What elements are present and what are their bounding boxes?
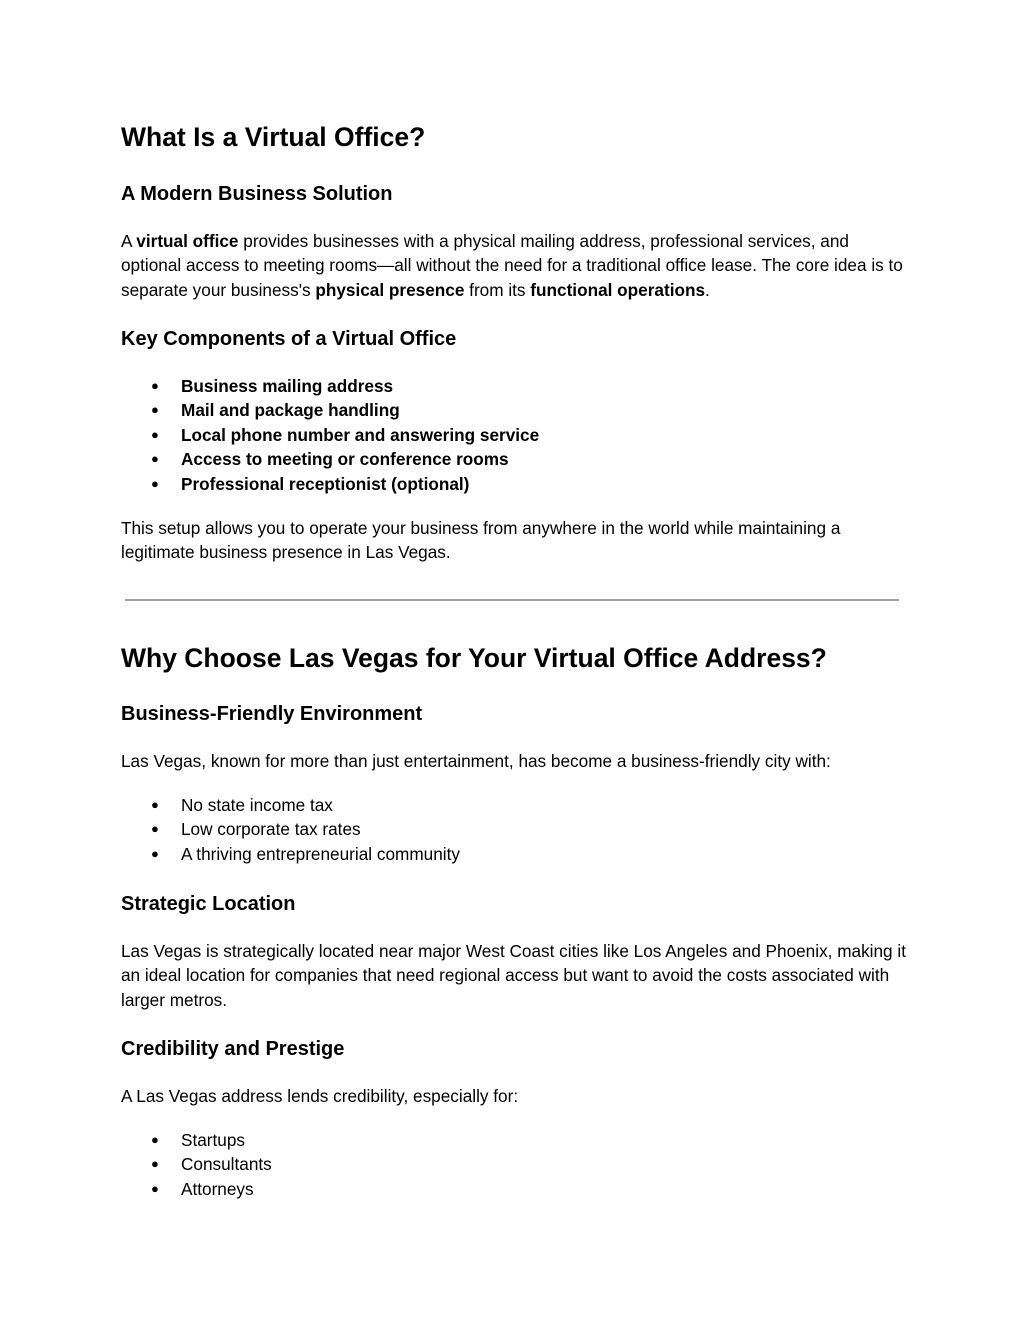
bullet-icon: ● bbox=[151, 845, 159, 861]
list-item: ● No state income tax bbox=[121, 793, 911, 817]
list-credibility bbox=[121, 1128, 911, 1201]
horizontal-divider bbox=[125, 599, 899, 601]
list-item: ● Professional receptionist (optional) bbox=[121, 472, 911, 496]
heading-credibility-prestige: Credibility and Prestige bbox=[121, 1038, 345, 1060]
list-item: ● Access to meeting or conference rooms bbox=[121, 447, 911, 471]
bullet-icon: ● bbox=[151, 821, 159, 837]
bullet-icon: ● bbox=[151, 475, 159, 491]
bullet-icon: ● bbox=[151, 1132, 159, 1147]
paragraph-strategic-location: Las Vegas is strategically located near major West Coast cities like Los Angeles and Phoenix, making it an ideal location for companies that need regional access but want to avoid the costs associated with larger metros. bbox=[121, 941, 906, 1010]
bullet-icon: ● bbox=[151, 797, 159, 812]
term-virtual-office: virtual office bbox=[136, 231, 239, 251]
list-key-components bbox=[121, 374, 911, 496]
term-physical-presence: physical presence bbox=[315, 279, 465, 300]
bullet-icon: ● bbox=[151, 1156, 159, 1172]
section-title-why-las-vegas: Why Choose Las Vegas for Your Virtual Office Address? bbox=[121, 643, 827, 673]
list-item: ● Mail and package handling bbox=[121, 398, 911, 422]
section-title-virtual-office: What Is a Virtual Office? bbox=[121, 122, 426, 152]
list-item: ● Attorneys bbox=[121, 1177, 911, 1201]
paragraph-business-friendly-intro: Las Vegas, known for more than just entertainment, has become a business-friendly city with: bbox=[121, 751, 831, 771]
bullet-icon: ● bbox=[151, 451, 159, 467]
bullet-icon: ● bbox=[151, 426, 159, 442]
heading-strategic-location: Strategic Location bbox=[121, 893, 296, 915]
list-item: ● Consultants bbox=[121, 1152, 911, 1176]
bullet-icon: ● bbox=[151, 378, 159, 393]
list-item: ● Business mailing address bbox=[121, 374, 911, 398]
paragraph-virtual-office-definition: A virtual office provides businesses with a physical mailing address, professional services, and optional access to meeting rooms—all without the need for a traditional office lease. The core idea is to separate your business's physical presence from its functional operations. bbox=[121, 231, 903, 300]
paragraph-setup-closing: This setup allows you to operate your business from anywhere in the world while maintaining a legitimate business presence in Las Vegas. bbox=[121, 518, 841, 563]
bullet-icon: ● bbox=[151, 402, 159, 418]
paragraph-credibility-intro: A Las Vegas address lends credibility, especially for: bbox=[121, 1086, 519, 1106]
bullet-icon: ● bbox=[151, 1180, 159, 1196]
list-item: ● Startups bbox=[121, 1128, 911, 1152]
heading-business-friendly: Business-Friendly Environment bbox=[121, 703, 423, 725]
heading-modern-business-solution: A Modern Business Solution bbox=[121, 183, 393, 205]
term-functional-operations: functional operations bbox=[530, 279, 706, 300]
list-item: ● A thriving entrepreneurial community bbox=[121, 842, 911, 866]
list-item: ● Local phone number and answering service bbox=[121, 423, 911, 447]
list-item: ● Low corporate tax rates bbox=[121, 817, 911, 841]
heading-key-components: Key Components of a Virtual Office bbox=[121, 328, 457, 350]
list-business-friendly bbox=[121, 793, 911, 866]
